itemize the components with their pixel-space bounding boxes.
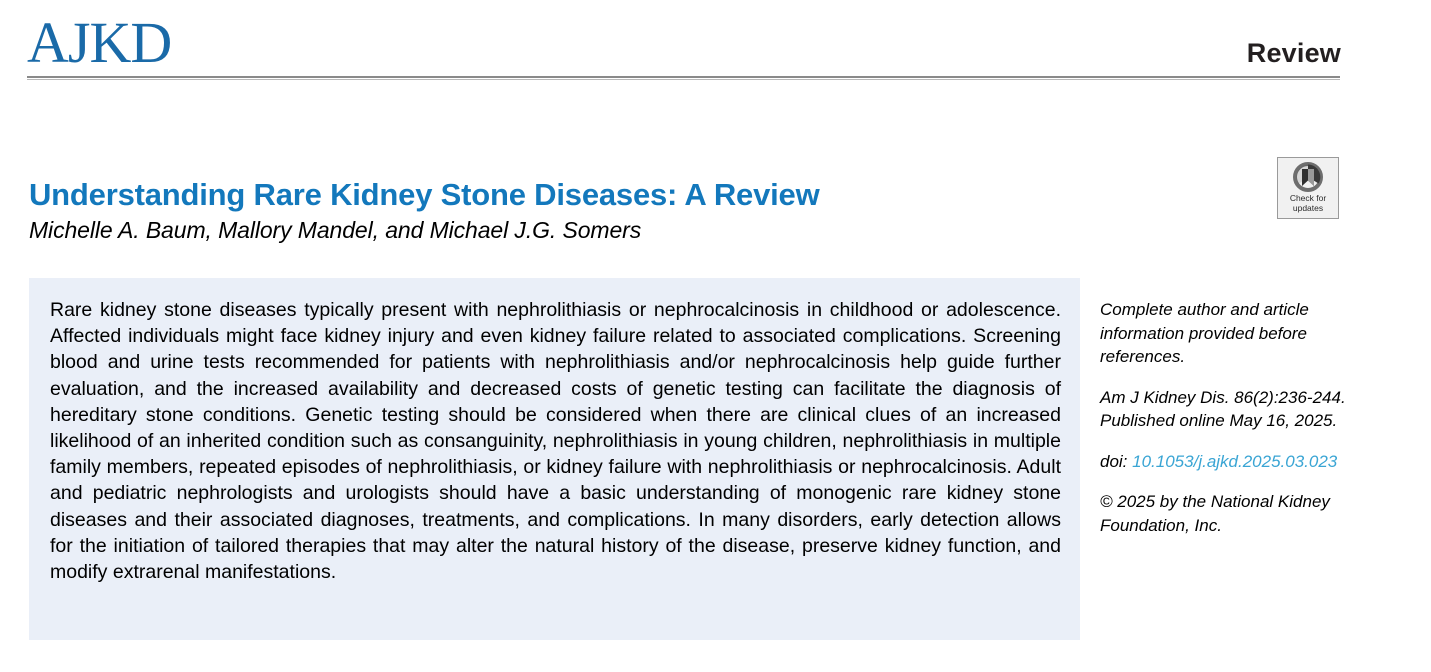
- doi-line: [1100, 450, 1350, 474]
- journal-logo: AJKD: [27, 10, 172, 75]
- crossmark-label-line2: updates: [1292, 203, 1324, 213]
- journal-citation: Am J Kidney Dis. 86(2):236-244. Published online May 16, 2025.: [1100, 387, 1346, 430]
- crossmark-label-line1: Check for: [1289, 193, 1327, 203]
- page-title: Understanding Rare Kidney Stone Diseases: A Review: [29, 176, 820, 212]
- author-list: Michelle A. Baum, Mallory Mandel, and Michael J.G. Somers: [29, 217, 642, 243]
- abstract-panel: [29, 278, 1080, 640]
- article-type-label: Review: [1246, 38, 1341, 68]
- crossmark-icon: [1293, 162, 1323, 192]
- page-header: [0, 0, 1431, 96]
- header-rule-thick: [27, 76, 1340, 78]
- doi-label: doi:: [1100, 451, 1133, 471]
- author-info-note: Complete author and article information provided before references.: [1100, 300, 1309, 366]
- check-for-updates-badge[interactable]: [1277, 157, 1339, 219]
- abstract-text: Rare kidney stone diseases typically present with nephrolithiasis or nephrocalcinosis in childhood or adolescence. Affected individuals might face kidney injury and even kidney failure related to associated complications. Screening blood and urine tests recommended for patients with nephrolithiasis and/or nephrocalcinosis help guide further evaluation, and the increased availability and decreased costs of genetic testing can facilitate the diagnosis of hereditary stone conditions. Genetic testing should be considered when there are clinical clues of an increased likelihood of an inherited condition such as consanguinity, nephrolithiasis in young children, nephrolithiasis in multiple family members, repeated episodes of nephrolithiasis, or kidney failure with nephrolithiasis or nephrocalcinosis. Adult and pediatric nephrologists and urologists should have a basic understanding of monogenic rare kidney stone diseases and their associated diagnoses, treatments, and complications. In many disorders, early detection allows for the initiation of tailored therapies that may alter the natural history of the disease, preserve kidney function, and modify extrarenal manifestations.: [50, 299, 1061, 584]
- copyright-notice: © 2025 by the National Kidney Foundation, Inc.: [1100, 492, 1330, 535]
- header-rule-thin: [27, 79, 1340, 80]
- article-metadata-sidebar: [1100, 298, 1350, 554]
- doi-link[interactable]: 10.1053/j.ajkd.2025.03.023: [1132, 451, 1338, 471]
